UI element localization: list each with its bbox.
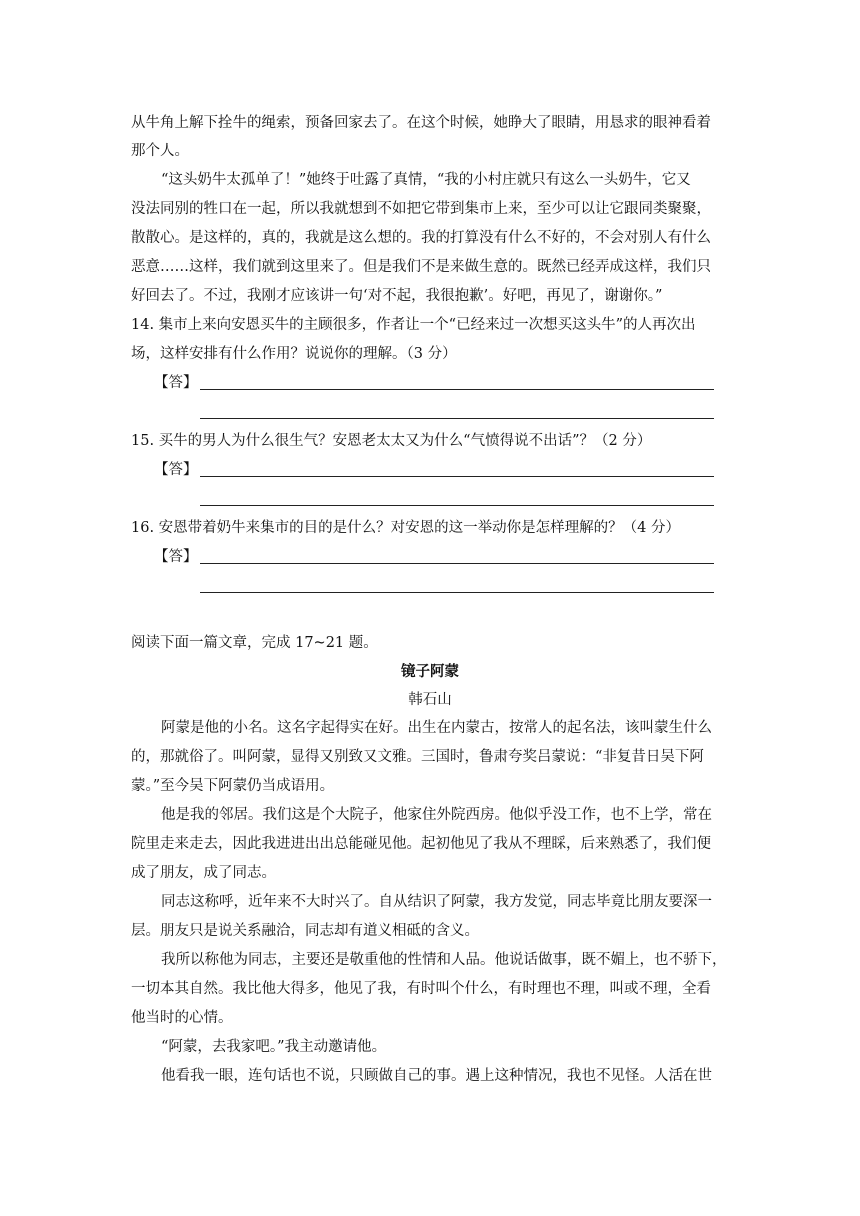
article-line: 层。朋友只是说关系融洽，同志却有道义相砥的含义。 bbox=[131, 923, 479, 939]
answer-label: 【答】 bbox=[154, 375, 198, 391]
article-line: 成了朋友，成了同志。 bbox=[131, 865, 276, 881]
article-line: 阿蒙是他的小名。这名字起得实在好。出生在内蒙古，按常人的起名法，该叫蒙生什么 bbox=[161, 720, 712, 736]
answer-line[interactable] bbox=[200, 389, 714, 390]
article-line: 蒙。”至今吴下阿蒙仍当成语用。 bbox=[131, 778, 335, 794]
question-16-text: 16. 安恩带着奶牛来集市的目的是什么？对安恩的这一举动你是怎样理解的？（4 分） bbox=[131, 520, 681, 536]
story-line: 恶意……这样，我们就到这里来了。但是我们不是来做生意的。既然已经弄成这样，我们只 bbox=[131, 259, 711, 275]
story-line: 好回去了。不过，我刚才应该讲一句‘对不起，我很抱歉’。好吧，再见了，谢谢你。” bbox=[131, 288, 663, 304]
story-line: 那个人。 bbox=[131, 143, 189, 159]
article-line: 他当时的心情。 bbox=[131, 1010, 233, 1026]
answer-line[interactable] bbox=[200, 418, 714, 419]
story-line: 散散心。是这样的，真的，我就是这么想的。我的打算没有什么不好的，不会对别人有什么 bbox=[131, 230, 711, 246]
story-line: “这头奶牛太孤单了！”她终于吐露了真情，“我的小村庄就只有这么一头奶牛，它又 bbox=[161, 172, 691, 188]
article-line: 我所以称他为同志，主要还是敬重他的性情和人品。他说话做事，既不媚上，也不骄下， bbox=[161, 952, 727, 968]
answer-line[interactable] bbox=[200, 476, 714, 477]
answer-line[interactable] bbox=[200, 563, 714, 564]
article-line: 他看我一眼，连句话也不说，只顾做自己的事。遇上这种情况，我也不见怪。人活在世 bbox=[161, 1068, 712, 1084]
story-line: 没法同别的牲口在一起，所以我就想到不如把它带到集市上来，至少可以让它跟同类聚聚， bbox=[131, 201, 711, 217]
question-14-text: 14. 集市上来向安恩买牛的主顾很多，作者让一个“已经来过一次想买这头牛”的人再次出 bbox=[131, 317, 696, 333]
answer-label: 【答】 bbox=[154, 549, 198, 565]
story-line: 从牛角上解下拴牛的绳索，预备回家去了。在这个时候，她睁大了眼睛，用恳求的眼神看着 bbox=[131, 115, 711, 131]
article-line: 他是我的邻居。我们这是个大院子，他家住外院西房。他似乎没工作，也不上学，常在 bbox=[161, 807, 712, 823]
article-line: 一切本其自然。我比他大得多，他见了我，有时叫个什么，有时理也不理，叫或不理，全看 bbox=[131, 981, 711, 997]
article-line: 同志这称呼，近年来不大时兴了。自从结识了阿蒙，我方发觉，同志毕竟比朋友要深一 bbox=[161, 894, 712, 910]
question-14-text: 场，这样安排有什么作用？说说你的理解。（3 分） bbox=[131, 346, 457, 362]
question-15-text: 15. 买牛的男人为什么很生气？安恩老太太又为什么“气愤得说不出话”？（2 分） bbox=[131, 433, 652, 449]
article-line: “阿蒙，去我家吧。”我主动邀请他。 bbox=[161, 1039, 387, 1055]
article-line: 院里走来走去，因此我进进出出总能碰见他。起初他见了我从不理睬，后来熟悉了，我们便 bbox=[131, 836, 711, 852]
answer-label: 【答】 bbox=[154, 462, 198, 478]
article-author: 韩石山 bbox=[408, 692, 452, 708]
article-title: 镜子阿蒙 bbox=[401, 664, 459, 680]
answer-line[interactable] bbox=[200, 592, 714, 593]
reading-instruction: 阅读下面一篇文章，完成 17~21 题。 bbox=[131, 635, 378, 651]
answer-line[interactable] bbox=[200, 505, 714, 506]
article-line: 的，那就俗了。叫阿蒙，显得又别致又文雅。三国时，鲁肃夸奖吕蒙说：“非复昔日吴下阿 bbox=[131, 749, 704, 765]
